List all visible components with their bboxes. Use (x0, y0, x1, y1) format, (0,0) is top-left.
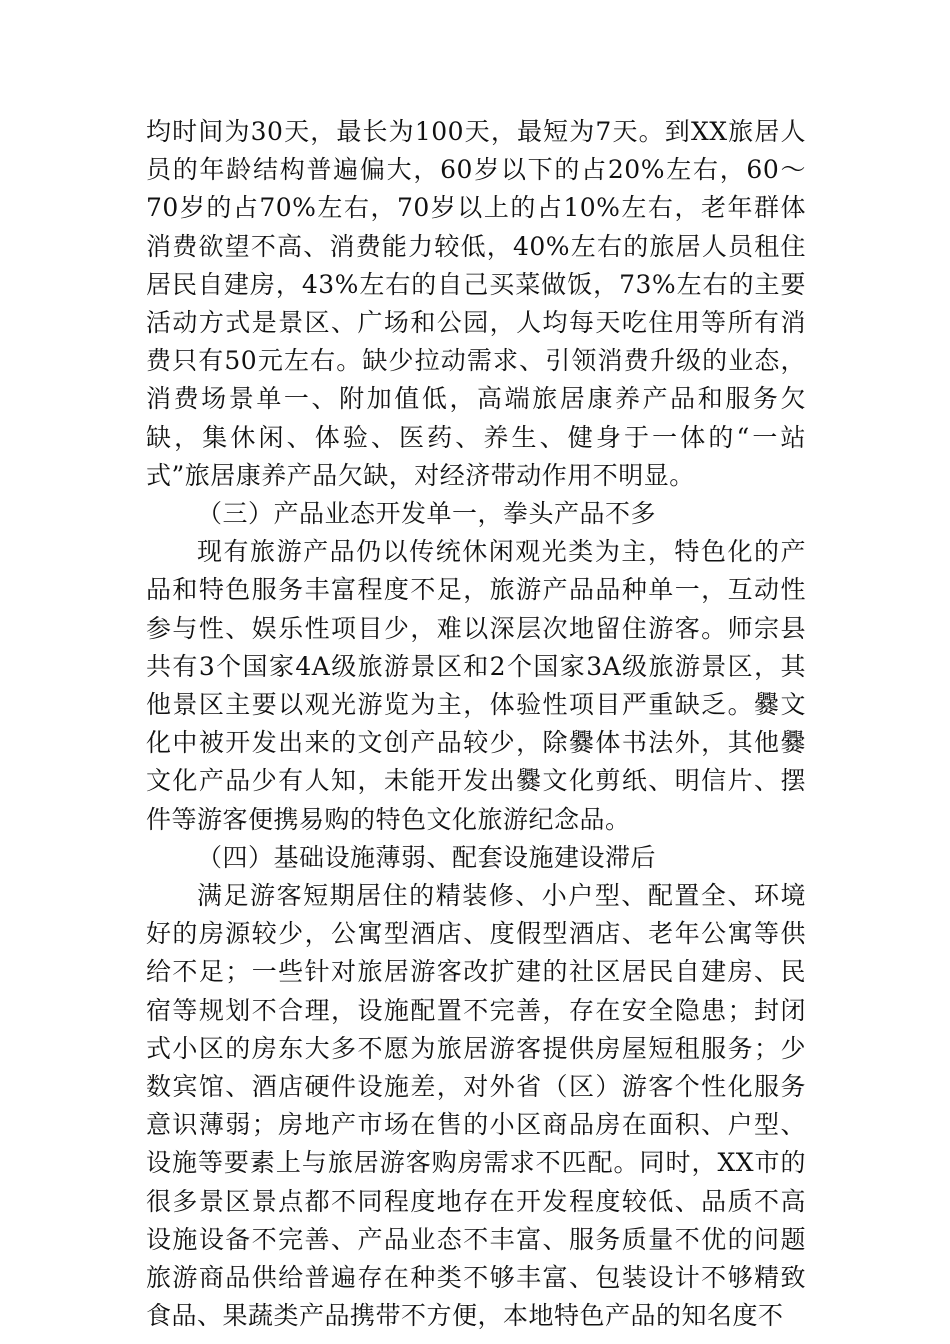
section-heading-4: （四）基础设施薄弱、配套设施建设滞后 (197, 842, 657, 872)
section-heading-3: （三）产品业态开发单一，拳头产品不多 (197, 499, 657, 529)
paragraph-1: 均时间为30天，最长为100天，最短为7天。到XX旅居人员的年龄结构普遍偏大，60岁以下的占20%左右，60～70岁的占70%左右，70岁以上的占10%左右，老年群体消费欲望不高、消费能力较低，40%左右的旅居人员租住居民自建房，43%左右的自己买菜做饭，73%左右的主要活动方式是景区、广场和公园，人均每天吃住用等所有消费只有50元左右。缺少拉动需求、引领消费升级的业态，消费场景单一、附加值低，高端旅居康养产品和服务欠缺，集休闲、体验、医药、养生、健身于一体的“一站式”旅居康养产品欠缺，对经济带动作用不明显。 (146, 117, 806, 490)
document-page (146, 113, 806, 1336)
paragraph-2: 现有旅游产品仍以传统休闲观光类为主，特色化的产品和特色服务丰富程度不足，旅游产品品种单一，互动性参与性、娱乐性项目少，难以深层次地留住游客。师宗县共有3个国家4A级旅游景区和2个国家3A级旅游景区，其他景区主要以观光游览为主，体验性项目严重缺乏。爨文化中被开发出来的文创产品较少，除爨体书法外，其他爨文化产品少有人知，未能开发出爨文化剪纸、明信片、摆件等游客便携易购的特色文化旅游纪念品。 (146, 537, 806, 834)
paragraph-3: 满足游客短期居住的精装修、小户型、配置全、环境好的房源较少，公寓型酒店、度假型酒店、老年公寓等供给不足；一些针对旅居游客改扩建的社区居民自建房、民宿等规划不合理，设施配置不完善，存在安全隐患；封闭式小区的房东大多不愿为旅居游客提供房屋短租服务；少数宾馆、酒店硬件设施差，对外省（区）游客个性化服务意识薄弱；房地产市场在售的小区商品房在面积、户型、设施等要素上与旅居游客购房需求不匹配。同时，XX市的很多景区景点都不同程度地存在开发程度较低、品质不高设施设备不完善、产品业态不丰富、服务质量不优的问题旅游商品供给普遍存在种类不够丰富、包装设计不够精致食品、果蔬类产品携带不方便，本地特色产品的知名度不 (146, 881, 806, 1331)
